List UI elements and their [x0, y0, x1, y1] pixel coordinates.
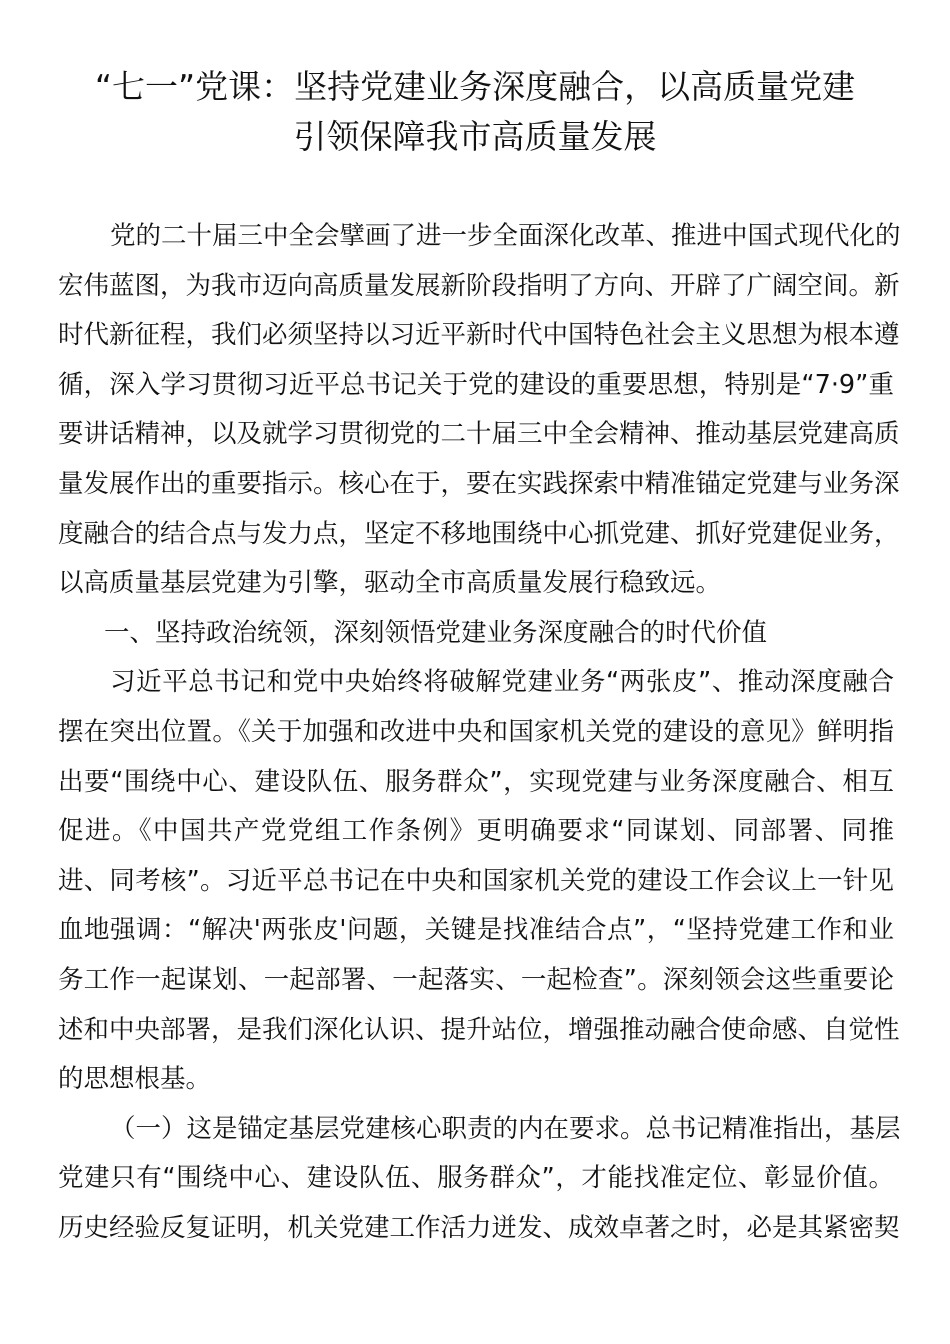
- paragraph-section-one: [58, 658, 900, 1104]
- paragraph-line: 要讲话精神，以及就学习贯彻党的二十届三中全会精神、推动基层党建高质: [58, 419, 900, 450]
- paragraph-line: 党的二十届三中全会擘画了进一步全面深化改革、推进中国式现代化的: [110, 221, 901, 251]
- paragraph-line: 的思想根基。: [58, 1064, 212, 1095]
- section-heading: [58, 609, 894, 659]
- paragraph-line: 促进。《中国共产党党组工作条例》更明确要求“同谋划、同部署、同推: [58, 816, 894, 847]
- title-line: 引领保障我市高质量发展: [293, 117, 657, 156]
- document-title: [40, 62, 910, 162]
- paragraph-line: 宏伟蓝图，为我市迈向高质量发展新阶段指明了方向、开辟了广阔空间。新: [58, 270, 900, 301]
- paragraph-line: 进、同考核”。习近平总书记在中央和国家机关党的建设工作会议上一针见: [58, 865, 894, 896]
- paragraph-line: 时代新征程，我们必须坚持以习近平新时代中国特色社会主义思想为根本遵: [58, 320, 900, 351]
- paragraph-line: （一）这是锚定基层党建核心职责的内在要求。总书记精准指出，基层: [110, 1113, 901, 1144]
- paragraph-line: 血地强调：“解决'两张皮'问题，关键是找准结合点”，“坚持党建工作和业: [58, 915, 894, 946]
- paragraph-line: 量发展作出的重要指示。核心在于，要在实践探索中精准锚定党建与业务深: [58, 468, 900, 499]
- paragraph-line: 历史经验反复证明，机关党建工作活力迸发、成效卓著之时，必是其紧密契: [58, 1212, 900, 1243]
- paragraph-line: 述和中央部署，是我们深化认识、提升站位，增强推动融合使命感、自觉性: [58, 1014, 900, 1045]
- paragraph-line: 习近平总书记和党中央始终将破解党建业务“两张皮”、推动深度融合: [110, 667, 894, 698]
- paragraph-line: 度融合的结合点与发力点，坚定不移地围绕中心抓党建、抓好党建促业务，: [58, 518, 900, 549]
- document-body: [58, 212, 901, 1253]
- paragraph-line: 循，深入学习贯彻习近平总书记关于党的建设的重要思想，特别是“7·9”重: [58, 369, 894, 400]
- paragraph-line: 出要“围绕中心、建设队伍、服务群众”，实现党建与业务深度融合、相互: [58, 766, 894, 797]
- section-heading-text: 一、坚持政治统领，深刻领悟党建业务深度融合的时代价值: [104, 617, 768, 648]
- paragraph-line: 以高质量基层党建为引擎，驱动全市高质量发展行稳致远。: [58, 568, 722, 599]
- paragraph-line: 务工作一起谋划、一起部署、一起落实、一起检查”。深刻领会这些重要论: [58, 964, 894, 995]
- paragraph-line: 党建只有“围绕中心、建设队伍、服务群众”，才能找准定位、彰显价值。: [58, 1163, 894, 1194]
- paragraph-intro: [58, 212, 901, 609]
- paragraph-subsection-one: [58, 1105, 901, 1254]
- title-line: “七一”党课：坚持党建业务深度融合，以高质量党建: [94, 67, 856, 106]
- paragraph-line: 摆在突出位置。《关于加强和改进中央和国家机关党的建设的意见》鲜明指: [58, 716, 894, 747]
